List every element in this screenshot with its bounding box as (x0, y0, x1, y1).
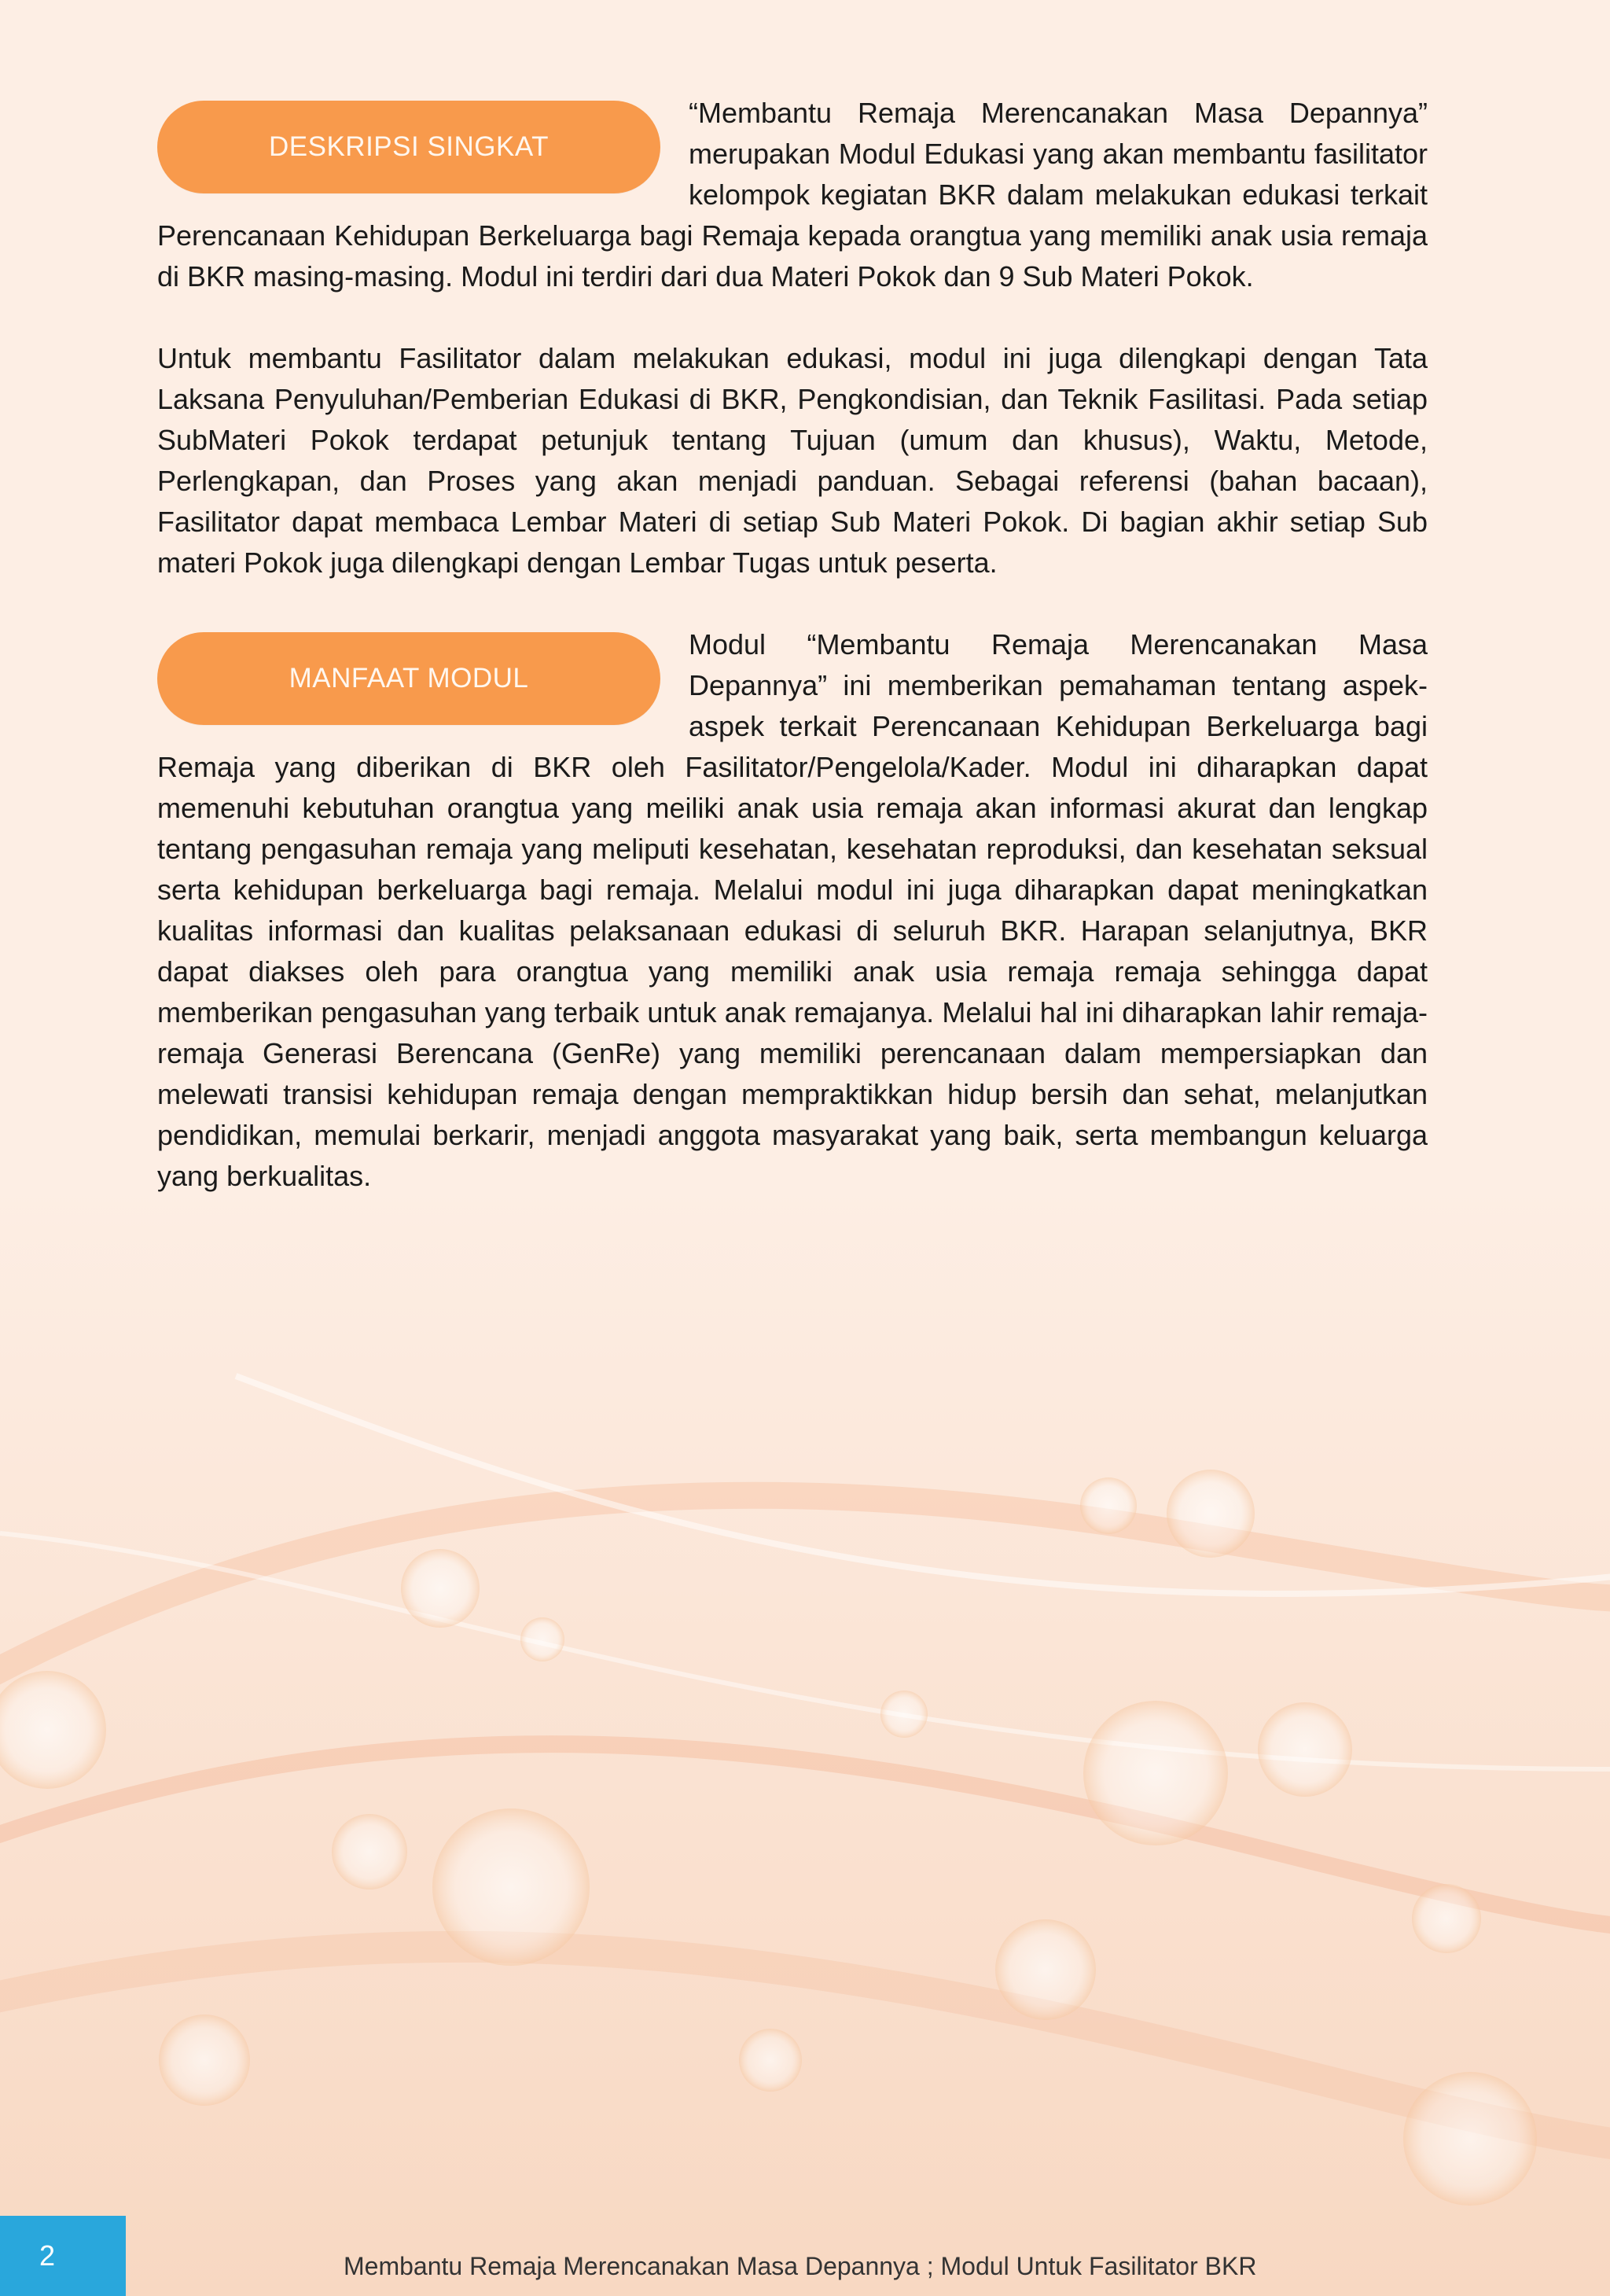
section-paragraph: Untuk membantu Fasilitator dalam melakukan edukasi, modul ini juga dilengkapi dengan Tata Laksana Penyuluhan/Pemberian Edukasi di BKR, Pengkondisian, dan Teknik Fasilitasi. Pada setiap SubMateri Pokok terdapat petunjuk tentang Tujuan (umum dan khusus), Waktu, Metode, Perlengkapan, dan Proses yang akan menjadi panduan. Sebagai referensi (bahan bacaan), Fasilitator dapat membaca Lembar Materi di setiap Sub Materi Pokok. Di bagian akhir setiap Sub materi Pokok juga dilengkapi dengan Lembar Tugas untuk peserta. (157, 342, 1428, 579)
section-manfaat-modul (157, 624, 1428, 1197)
section-heading-pill: DESKRIPSI SINGKAT (157, 101, 660, 193)
section-heading-pill: MANFAAT MODUL (157, 632, 660, 725)
page-number: 2 (0, 2216, 126, 2296)
section-paragraph (157, 624, 1428, 1197)
section-paragraph (157, 93, 1428, 297)
paragraph-text: Modul “Membantu Remaja Merencanakan Masa Depannya” ini memberikan pemahaman tentang aspek-aspek terkait Perencanaan Kehidupan Berkeluarga bagi Remaja yang diberikan di BKR oleh Fasilitator/Pengelola/Kader. Modul ini diharapkan dapat memenuhi kebutuhan orangtua yang meiliki anak usia remaja akan informasi akurat dan lengkap tentang pengasuhan remaja yang meliputi kesehatan, kesehatan reproduksi, dan kesehatan seksual serta kehidupan berkeluarga bagi remaja. Melalui modul ini juga diharapkan dapat meningkatkan kualitas informasi dan kualitas pelaksanaan edukasi di seluruh BKR. Harapan selanjutnya, BKR dapat diakses oleh para orangtua yang memiliki anak usia remaja remaja sehingga dapat memberikan pengasuhan yang terbaik untuk anak remajanya. Melalui hal ini diharapkan lahir remaja-remaja Generasi Berencana (GenRe) yang memiliki perencanaan dalam mempersiapkan dan melewati transisi kehidupan remaja dengan mempraktikkan hidup bersih dan sehat, melanjutkan pendidikan, memulai berkarir, menjadi anggota masyarakat yang baik, serta membangun keluarga yang berkualitas. (157, 628, 1428, 1192)
running-footer-title: Membantu Remaja Merencanakan Masa Depannya ; Modul Untuk Fasilitator BKR (344, 2252, 1257, 2280)
paragraph-text: “Membantu Remaja Merencanakan Masa Depannya” merupakan Modul Edukasi yang akan membantu fasilitator kelompok kegiatan BKR dalam melakukan edukasi terkait Perencanaan Kehidupan Berkeluarga bagi Remaja kepada orangtua yang memiliki anak usia remaja di BKR masing-masing. Modul ini terdiri dari dua Materi Pokok dan 9 Sub Materi Pokok. (157, 97, 1428, 293)
page-content (157, 93, 1428, 1197)
section-deskripsi-singkat (157, 93, 1428, 583)
